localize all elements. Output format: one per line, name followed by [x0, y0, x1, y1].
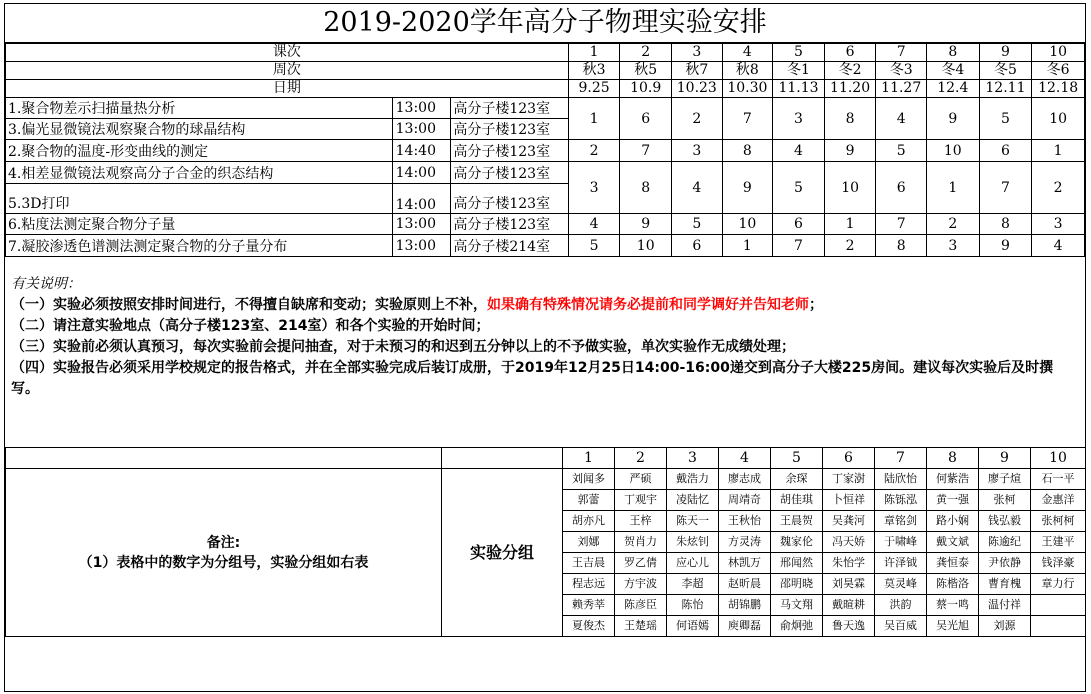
group-number-cell: 7	[773, 235, 825, 257]
member-name: 李超	[667, 574, 719, 595]
group-member-row	[6, 469, 1086, 490]
group-number-cell: 10	[824, 162, 876, 214]
member-name: 刘源	[979, 616, 1031, 637]
member-name: 张柯	[979, 490, 1031, 511]
member-name: 周靖奇	[719, 490, 771, 511]
member-name: 夏俊杰	[563, 616, 615, 637]
member-name: 方灵涛	[719, 532, 771, 553]
week-header-row-cell: 冬6	[1032, 62, 1085, 80]
group-number-cell: 7	[979, 162, 1032, 214]
session-header-row-label: 课次	[6, 44, 569, 62]
member-name	[1031, 616, 1086, 637]
member-name: 邵明晓	[771, 574, 823, 595]
group-number-header: 5	[771, 448, 823, 469]
member-name: 庾卿磊	[719, 616, 771, 637]
experiment-row	[6, 162, 1085, 184]
experiment-time: 14:40	[392, 140, 451, 162]
group-number-cell: 8	[824, 98, 876, 140]
group-number-cell: 1	[1032, 140, 1085, 162]
note-item-2: （二）请注意实验地点（高分子楼123室、214室）和各个实验的开始时间；	[11, 318, 490, 334]
member-name: 章力行	[1031, 574, 1086, 595]
group-number-cell: 5	[568, 235, 620, 257]
group-number-cell: 6	[979, 140, 1032, 162]
member-name: 凌陆忆	[667, 490, 719, 511]
member-name: 丁家澍	[823, 469, 875, 490]
note-item-4: （四）实验报告必须采用学校规定的报告格式，并在全部实验完成后装订成册，于2019年12月25日14:00-16:00递交到高分子大楼225房间。建议每次实验后及时撰写。	[11, 360, 1054, 397]
group-number-cell: 4	[1032, 235, 1085, 257]
session-header-row-cell: 1	[568, 44, 620, 62]
member-name: 王秋怡	[719, 511, 771, 532]
date-header-row-cell: 10.23	[672, 80, 723, 98]
group-number-header: 1	[563, 448, 615, 469]
member-name: 余琛	[771, 469, 823, 490]
experiment-time: 13:00	[392, 98, 451, 119]
member-name: 吴龚河	[823, 511, 875, 532]
experiment-name: 1.聚合物差示扫描量热分析	[6, 98, 393, 119]
member-name: 魏家伦	[771, 532, 823, 553]
date-header-row-cell: 12.18	[1032, 80, 1085, 98]
member-name: 莫灵峰	[875, 574, 927, 595]
remarks-cell	[6, 469, 442, 637]
member-name: 陈彦臣	[615, 595, 667, 616]
spreadsheet	[4, 3, 1086, 692]
schedule-table	[5, 43, 1085, 257]
group-number-cell: 8	[620, 162, 672, 214]
experiment-time: 13:00	[392, 119, 451, 140]
member-name: 章铭剑	[875, 511, 927, 532]
member-name: 马文翔	[771, 595, 823, 616]
experiment-name: 7.凝胶渗透色谱测法测定聚合物的分子量分布	[6, 235, 393, 257]
member-name: 赵昕晨	[719, 574, 771, 595]
member-name: 罗乙倩	[615, 553, 667, 574]
member-name: 胡亦凡	[563, 511, 615, 532]
member-name: 于啸峰	[875, 532, 927, 553]
group-number-cell: 8	[722, 140, 773, 162]
group-number-cell: 10	[722, 214, 773, 235]
group-number-cell: 4	[568, 214, 620, 235]
group-number-cell: 1	[824, 214, 876, 235]
experiment-name: 5.3D打印	[6, 184, 393, 214]
group-label-cell-top	[442, 448, 563, 469]
member-name: 温付祥	[979, 595, 1031, 616]
member-name: 严硕	[615, 469, 667, 490]
member-name: 许泽钺	[875, 553, 927, 574]
member-name: 黄一强	[927, 490, 979, 511]
experiment-time: 13:00	[392, 235, 451, 257]
group-number-cell: 9	[620, 214, 672, 235]
group-number-cell: 9	[824, 140, 876, 162]
member-name: 方宇波	[615, 574, 667, 595]
member-name: 张柯柯	[1031, 511, 1086, 532]
member-name: 蔡一鸣	[927, 595, 979, 616]
experiment-row	[6, 214, 1085, 235]
date-header-row-cell: 10.9	[620, 80, 672, 98]
group-number-cell: 1	[927, 162, 980, 214]
group-number-cell: 9	[927, 98, 980, 140]
date-header-row-cell: 11.20	[824, 80, 876, 98]
week-header-row-cell: 秋8	[722, 62, 773, 80]
member-name: 俞炯弛	[771, 616, 823, 637]
week-header-row-cell: 冬1	[773, 62, 825, 80]
group-number-cell: 5	[876, 140, 927, 162]
member-name: 胡锦鹏	[719, 595, 771, 616]
group-number-cell: 3	[773, 98, 825, 140]
week-header-row	[6, 62, 1085, 80]
group-number-cell: 9	[979, 235, 1032, 257]
group-number-header: 10	[1031, 448, 1086, 469]
group-number-cell: 4	[876, 98, 927, 140]
member-name: 刘昊霖	[823, 574, 875, 595]
member-name: 路小娴	[927, 511, 979, 532]
date-header-row-cell: 10.30	[722, 80, 773, 98]
group-table	[5, 448, 1086, 637]
member-name: 林凯万	[719, 553, 771, 574]
member-name: 吴光旭	[927, 616, 979, 637]
page-title: 2019-2020学年高分子物理实验安排	[5, 4, 1085, 43]
member-name: 戴文斌	[927, 532, 979, 553]
group-number-cell: 4	[773, 140, 825, 162]
member-name: 王建平	[1031, 532, 1086, 553]
remarks-heading: 备注:	[206, 534, 241, 551]
group-number-cell: 10	[927, 140, 980, 162]
date-header-row-cell: 11.13	[773, 80, 825, 98]
member-name: 戴浩力	[667, 469, 719, 490]
member-name: 王晨贺	[771, 511, 823, 532]
member-name: 吴百威	[875, 616, 927, 637]
member-name: 冯天娇	[823, 532, 875, 553]
experiment-row	[6, 140, 1085, 162]
member-name: 洪韵	[875, 595, 927, 616]
experiment-name: 3.偏光显微镜法观察聚合物的球晶结构	[6, 119, 393, 140]
group-number-cell: 1	[568, 98, 620, 140]
date-header-row-cell: 12.11	[979, 80, 1032, 98]
member-name: 鲁天逸	[823, 616, 875, 637]
group-number-cell: 3	[927, 235, 980, 257]
group-number-cell: 4	[672, 162, 723, 214]
group-number-header: 4	[719, 448, 771, 469]
experiment-row	[6, 235, 1085, 257]
member-name: 戴暄耕	[823, 595, 875, 616]
member-name: 钱弘毅	[979, 511, 1031, 532]
group-number-cell: 3	[672, 140, 723, 162]
member-name: 陈怡	[667, 595, 719, 616]
member-name: 贺肖力	[615, 532, 667, 553]
group-number-cell: 3	[568, 162, 620, 214]
group-number-header: 3	[667, 448, 719, 469]
member-name: 王楚瑶	[615, 616, 667, 637]
member-name	[1031, 595, 1086, 616]
member-name: 刘娜	[563, 532, 615, 553]
group-number-cell: 1	[722, 235, 773, 257]
experiment-location: 高分子楼123室	[451, 119, 568, 140]
group-number-header: 6	[823, 448, 875, 469]
member-name: 陈天一	[667, 511, 719, 532]
group-number-cell: 9	[722, 162, 773, 214]
member-name: 胡佳琪	[771, 490, 823, 511]
group-number-cell: 7	[722, 98, 773, 140]
group-number-cell: 6	[773, 214, 825, 235]
session-header-row-cell: 4	[722, 44, 773, 62]
week-header-row-label: 周次	[6, 62, 569, 80]
group-number-cell: 2	[927, 214, 980, 235]
member-name: 程志远	[563, 574, 615, 595]
group-blank-row	[6, 448, 1086, 469]
week-header-row-cell: 秋5	[620, 62, 672, 80]
experiment-location: 高分子楼214室	[451, 235, 568, 257]
group-number-cell: 3	[1032, 214, 1085, 235]
date-header-row-cell: 9.25	[568, 80, 620, 98]
member-name: 廖子煊	[979, 469, 1031, 490]
member-name: 尹依静	[979, 553, 1031, 574]
week-header-row-cell: 冬4	[927, 62, 980, 80]
group-label: 实验分组	[442, 469, 563, 637]
member-name: 廖志成	[719, 469, 771, 490]
member-name: 丁观宇	[615, 490, 667, 511]
group-number-cell: 6	[620, 98, 672, 140]
date-header-row-label: 日期	[6, 80, 569, 98]
date-header-row	[6, 80, 1085, 98]
group-number-header: 7	[875, 448, 927, 469]
member-name: 陈楷洛	[927, 574, 979, 595]
week-header-row-cell: 冬2	[824, 62, 876, 80]
remarks-text: （1）表格中的数字为分组号，实验分组如右表	[78, 554, 369, 571]
group-section	[5, 448, 1085, 668]
session-header-row-cell: 7	[876, 44, 927, 62]
session-header-row-cell: 3	[672, 44, 723, 62]
group-number-cell: 2	[672, 98, 723, 140]
member-name: 陆欣怡	[875, 469, 927, 490]
member-name: 何紫浩	[927, 469, 979, 490]
member-name: 王吉晨	[563, 553, 615, 574]
group-number-cell: 8	[979, 214, 1032, 235]
experiment-location: 高分子楼123室	[451, 184, 568, 214]
experiment-location: 高分子楼123室	[451, 98, 568, 119]
member-name: 邢闻然	[771, 553, 823, 574]
group-number-cell: 2	[568, 140, 620, 162]
group-number-header: 8	[927, 448, 979, 469]
remarks-cell-top	[6, 448, 442, 469]
group-number-header: 9	[979, 448, 1031, 469]
group-number-cell: 7	[876, 214, 927, 235]
member-name: 龚恒泰	[927, 553, 979, 574]
week-header-row-cell: 秋3	[568, 62, 620, 80]
experiment-time: 13:00	[392, 214, 451, 235]
group-number-cell: 5	[672, 214, 723, 235]
experiment-time: 14:00	[392, 184, 451, 214]
member-name: 曹育槐	[979, 574, 1031, 595]
member-name: 刘闻多	[563, 469, 615, 490]
note-item-1-end: ；	[809, 297, 823, 313]
note-item-1	[11, 295, 1079, 316]
note-item-1-warning: 如果确有特殊情况请务必提前和同学调好并告知老师	[487, 297, 809, 313]
group-number-cell: 5	[773, 162, 825, 214]
member-name: 钱泽豪	[1031, 553, 1086, 574]
session-header-row	[6, 44, 1085, 62]
group-number-cell: 10	[1032, 98, 1085, 140]
date-header-row-cell: 12.4	[927, 80, 980, 98]
session-header-row-cell: 6	[824, 44, 876, 62]
group-number-cell: 6	[876, 162, 927, 214]
note-item-3: （三）实验前必须认真预习，每次实验前会提问抽查，对于未预习的和迟到五分钟以上的不予做实验，单次实验作无成绩处理；	[11, 339, 795, 355]
group-number-cell: 2	[1032, 162, 1085, 214]
week-header-row-cell: 冬5	[979, 62, 1032, 80]
experiment-name: 6.粘度法测定聚合物分子量	[6, 214, 393, 235]
date-header-row-cell: 11.27	[876, 80, 927, 98]
group-number-cell: 2	[824, 235, 876, 257]
group-number-cell: 6	[672, 235, 723, 257]
member-name: 郭蕾	[563, 490, 615, 511]
member-name: 陈逾纪	[979, 532, 1031, 553]
experiment-location: 高分子楼123室	[451, 162, 568, 184]
group-number-cell: 5	[979, 98, 1032, 140]
session-header-row-cell: 10	[1032, 44, 1085, 62]
experiment-name: 2.聚合物的温度-形变曲线的测定	[6, 140, 393, 162]
session-header-row-cell: 5	[773, 44, 825, 62]
week-header-row-cell: 秋7	[672, 62, 723, 80]
experiment-location: 高分子楼123室	[451, 214, 568, 235]
notes-heading: 有关说明：	[11, 276, 81, 292]
session-header-row-cell: 9	[979, 44, 1032, 62]
member-name: 赖秀莘	[563, 595, 615, 616]
member-name: 王梓	[615, 511, 667, 532]
member-name: 卜恒祥	[823, 490, 875, 511]
group-number-cell: 8	[876, 235, 927, 257]
week-header-row-cell: 冬3	[876, 62, 927, 80]
member-name: 陈铄泓	[875, 490, 927, 511]
member-name: 应心儿	[667, 553, 719, 574]
member-name: 朱怡学	[823, 553, 875, 574]
member-name: 朱炫钊	[667, 532, 719, 553]
note-item-1-text: （一）实验必须按照安排时间进行，不得擅自缺席和变动；实验原则上不补，	[11, 297, 487, 313]
experiment-location: 高分子楼123室	[451, 140, 568, 162]
member-name: 石一平	[1031, 469, 1086, 490]
experiment-name: 4.相差显微镜法观察高分子合金的织态结构	[6, 162, 393, 184]
session-header-row-cell: 2	[620, 44, 672, 62]
group-number-cell: 10	[620, 235, 672, 257]
group-number-header: 2	[615, 448, 667, 469]
experiment-row	[6, 98, 1085, 119]
member-name: 金惠洋	[1031, 490, 1086, 511]
group-number-cell: 7	[620, 140, 672, 162]
notes-section	[5, 257, 1085, 448]
session-header-row-cell: 8	[927, 44, 980, 62]
member-name: 何语嫣	[667, 616, 719, 637]
experiment-time: 14:00	[392, 162, 451, 184]
